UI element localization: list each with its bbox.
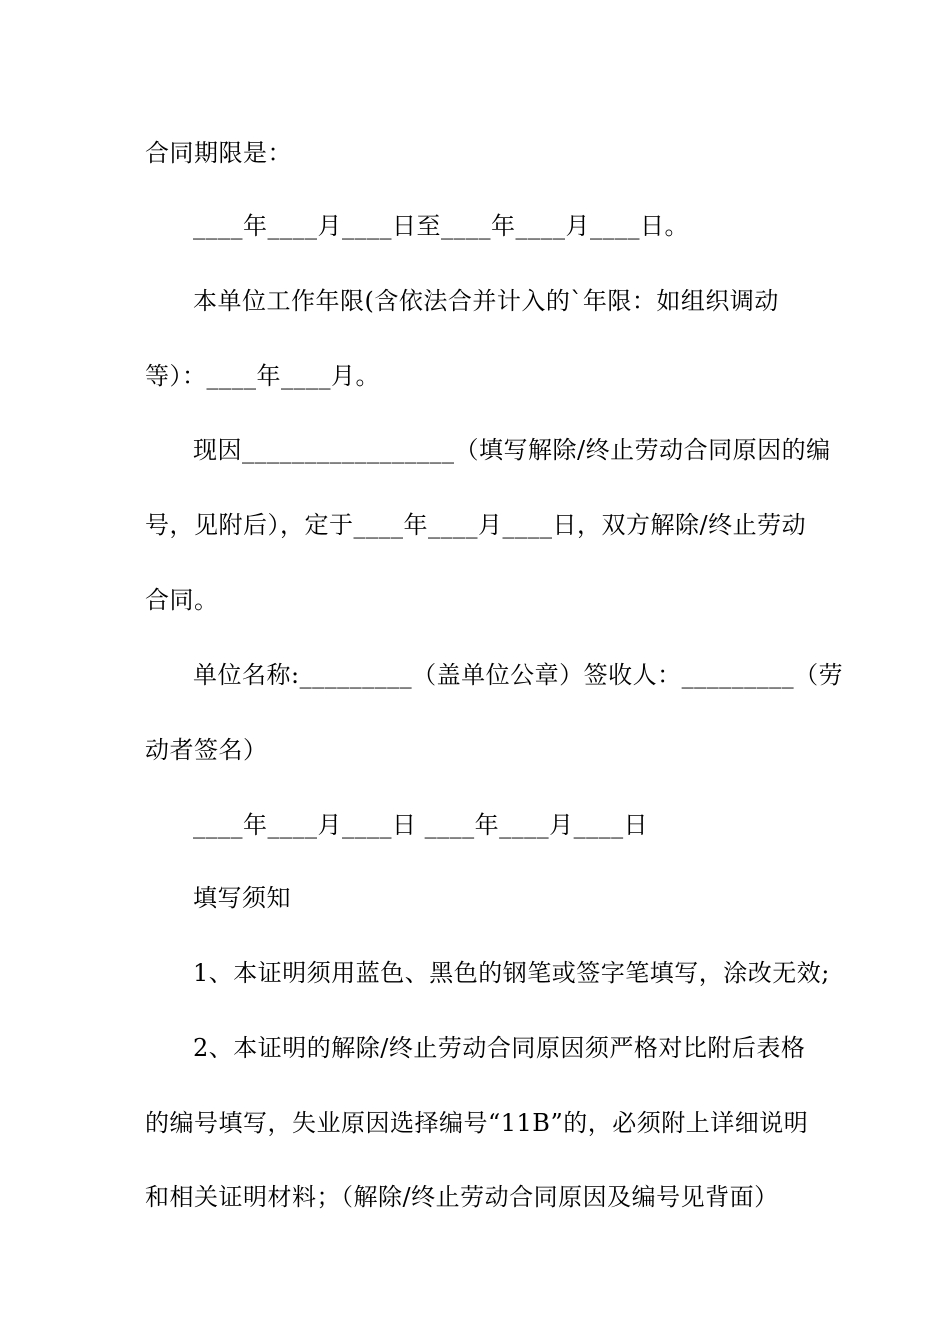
reason-line: 现因_________________（填写解除/终止劳动合同原因的编 (193, 436, 831, 464)
instructions-heading: 填写须知 (193, 884, 291, 912)
signature-note: 动者签名） (145, 736, 268, 764)
contract-term-dates: ____年____月____日至____年____月____日。 (193, 212, 689, 240)
signature-dates: ____年____月____日 ____年____月____日 (193, 811, 649, 839)
instruction-item-1: 1、本证明须用蓝色、黑色的钢笔或签字笔填写，涂改无效; (193, 959, 830, 987)
instruction-item-2: 2、本证明的解除/终止劳动合同原因须严格对比附后表格 (193, 1034, 806, 1062)
contract-end-text: 合同。 (145, 586, 219, 614)
signature-line: 单位名称:_________（盖单位公章）签收人：_________（劳 (193, 661, 844, 689)
contract-term-label: 合同期限是： (145, 139, 292, 167)
instruction-item-2-end: 和相关证明材料；（解除/终止劳动合同原因及编号见背面） (145, 1183, 779, 1211)
termination-date-line: 号，见附后），定于____年____月____日，双方解除/终止劳动 (145, 511, 807, 539)
work-years-label: 本单位工作年限(含依法合并计入的`年限：如组织调动 (193, 287, 779, 315)
instruction-item-2-cont: 的编号填写，失业原因选择编号“11B”的，必须附上详细说明 (145, 1109, 809, 1137)
work-years-value: 等）：____年____月。 (145, 362, 380, 390)
